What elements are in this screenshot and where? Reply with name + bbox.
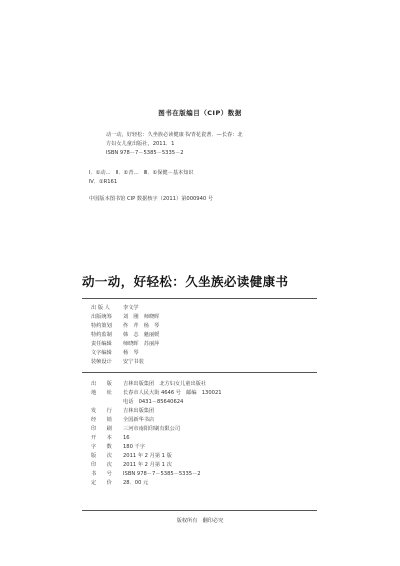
publishing-row [91, 407, 154, 414]
publishing-value: 2011 年 2 月第 1 版 [123, 453, 172, 459]
credit-row [91, 349, 139, 356]
credit-value: 刘 刚 师晓晖 [123, 314, 160, 320]
cip-heading: 图书在版编目（CIP）数据 [158, 109, 242, 117]
copyright-notice: 版权所有 翻印必究 [176, 518, 224, 524]
credit-label: 文字编辑 [91, 350, 112, 356]
publishing-row [91, 470, 201, 477]
credit-row [91, 358, 144, 365]
publishing-value: ISBN 978－7－5385－5335－2 [123, 471, 201, 477]
credit-row [91, 322, 159, 329]
publishing-value: 16 [123, 435, 130, 441]
credit-value: 佟 芹 杨 琴 [123, 323, 160, 329]
divider [82, 298, 317, 299]
publishing-label: 出 版 [91, 381, 112, 387]
publishing-value: 吉林出版集团 [123, 408, 155, 414]
publishing-value: 180 千字 [123, 444, 145, 450]
cip-line: Ⅰ．①动… Ⅱ．①青… Ⅲ．①保健－基本知识 [89, 170, 194, 176]
cip-isbn: ISBN 978－7－5385－5335－2 [106, 150, 184, 156]
publishing-row [91, 443, 145, 450]
publishing-label: 字 数 [91, 444, 112, 450]
credit-label: 装帧设计 [91, 359, 112, 365]
publishing-row [91, 389, 222, 396]
credit-label: 出 版 人 [91, 305, 110, 311]
credit-label: 特约策划 [91, 323, 112, 329]
publishing-value: 28．00 元 [123, 480, 149, 486]
publishing-row [91, 452, 172, 459]
cip-line: 方妇女儿童出版社，2011．1 [106, 141, 175, 147]
publishing-label: 印 刷 [91, 426, 112, 432]
publishing-row [91, 398, 183, 405]
divider [82, 510, 317, 511]
credit-label: 出版统筹 [91, 314, 112, 320]
publishing-row [91, 416, 154, 423]
publishing-value: 2011 年 2 月第 1 次 [123, 462, 172, 468]
credit-value: 师晓晖 苏丽萍 [123, 341, 160, 347]
credit-row [91, 331, 159, 338]
book-title: 动一动，好轻松：久坐族必读健康书 [82, 274, 289, 289]
publishing-label: 印 次 [91, 462, 112, 468]
publishing-row [91, 434, 130, 441]
publishing-value: 电话 0431－85640624 [123, 399, 184, 405]
credit-value: 安宁书装 [123, 359, 144, 365]
credit-value: 韩 志 魁丽媛 [123, 332, 160, 338]
publishing-label: 开 本 [91, 435, 112, 441]
publishing-label: 发 行 [91, 408, 112, 414]
publishing-value: 全国新华书店 [123, 417, 155, 423]
publishing-label: 地 址 [91, 390, 112, 396]
cip-line: 动一动，好轻松：久坐族必读健康书/青花瓷著．—长春：北 [106, 132, 243, 138]
credit-row [91, 304, 139, 311]
publishing-row [91, 425, 180, 432]
credit-value: 李文学 [123, 305, 139, 311]
credit-row [91, 313, 159, 320]
credit-label: 特约监制 [91, 332, 112, 338]
divider [82, 372, 317, 373]
credit-label: 责任编辑 [91, 341, 112, 347]
publishing-label: 版 次 [91, 453, 112, 459]
publishing-label: 书 号 [91, 471, 112, 477]
publishing-row [91, 380, 206, 387]
publishing-label: 经 销 [91, 417, 112, 423]
cip-line: Ⅳ．①R161 [89, 179, 118, 185]
cip-data-number: 中国版本图书馆 CIP 数据核字（2011）第000940 号 [89, 196, 214, 202]
publishing-value: 长春市人民大街 4646 号 邮编 130021 [123, 390, 222, 396]
publishing-row [91, 461, 172, 468]
publishing-value: 三河市南阳印刷有限公司 [123, 426, 181, 432]
credit-row [91, 340, 159, 347]
publishing-label: 定 价 [91, 480, 112, 486]
publishing-row [91, 479, 148, 486]
publishing-value: 吉林出版集团 北方妇女儿童出版社 [123, 381, 207, 387]
credit-value: 杨 琴 [123, 350, 139, 356]
